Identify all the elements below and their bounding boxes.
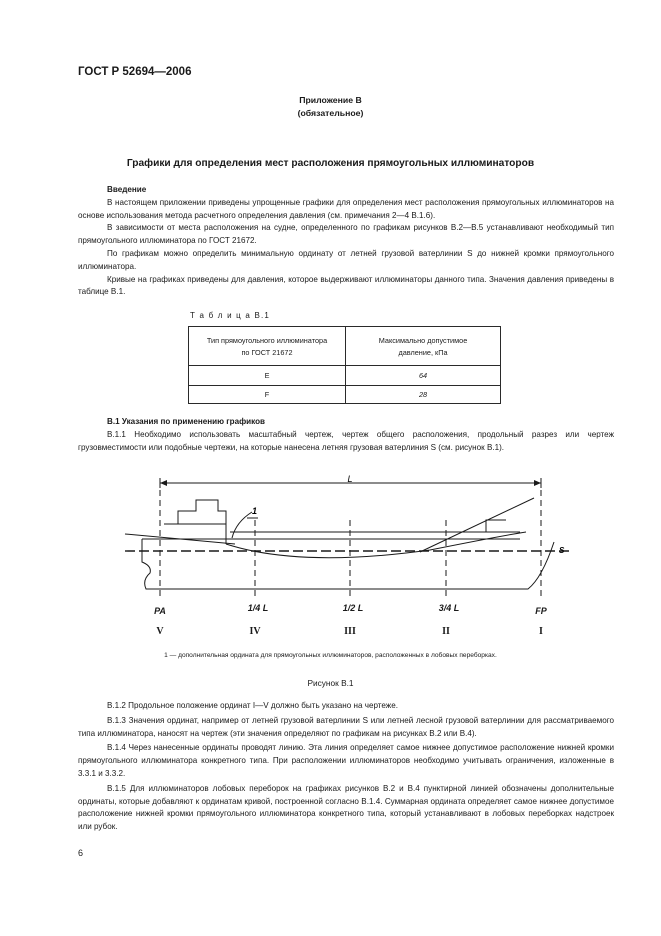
figure-caption: Рисунок В.1 xyxy=(307,678,354,688)
station-label-quarter: 1/4 L xyxy=(247,603,269,613)
appendix-title: Графики для определения мест расположения прямоугольных иллюминаторов xyxy=(126,158,535,169)
paragraph-b1-3: В.1.3 Значения ординат, например от летней грузовой ватерлинии S или летней лесной грузовой ватерлинии для рассматриваемого типа иллюминатора, наносят на чертеж (эти значения определяют по графикам на рисунках В.2 или В.4). xyxy=(78,715,614,738)
station-label-half: 1/2 L xyxy=(342,603,364,613)
ordinate-label-iii: III xyxy=(344,626,356,637)
cell-pressure: 64 xyxy=(346,366,501,386)
callout-leader xyxy=(232,512,252,538)
dimension-arrow-fore xyxy=(534,480,541,486)
station-label-three-quarter: 3/4 L xyxy=(438,603,460,613)
ordinate-label-ii: II xyxy=(442,626,450,637)
paragraph-b1-5: В.1.5 Для иллюминаторов лобовых переборок на графиках рисунков В.2 и В.4 пунктирной линией обозначены дополнительные ординаты, которые добавляют к ординатам кривой, построенной согласно В.1.4. Суммарная ордината определяет самое нижнее допустимое расположение нижней кромки прямоугольного иллюминатора конкретного типа, который устанавливают в лобовых переборках надстроек или рубок. xyxy=(78,783,614,832)
superstructure xyxy=(178,500,226,544)
ordinate-label-i: I xyxy=(539,626,543,637)
section-b1-continuation xyxy=(78,700,614,834)
cell-pressure: 28 xyxy=(346,386,501,404)
waterline-label: S xyxy=(559,546,565,555)
intro-paragraph-3: По графикам можно определить минимальную ординату от летней грузовой ватерлинии S до нижней кромки прямоугольного иллюминатора. xyxy=(78,248,614,271)
hull-outline xyxy=(142,539,554,589)
page-number: 6 xyxy=(78,848,84,858)
paragraph-b1-2: В.1.2 Продольное положение ординат I—V должно быть указано на чертеже. xyxy=(107,701,398,710)
ordinate-label-iv: IV xyxy=(249,626,261,637)
figure-legend: 1 — дополнительная ордината для прямоугольных иллюминаторов, расположенных в лобовых переборках. xyxy=(164,652,497,659)
table-row xyxy=(189,366,501,386)
intro-block xyxy=(78,184,614,299)
callout-number: 1 xyxy=(252,506,258,516)
header-pressure-line2: давление, кПа xyxy=(398,347,448,357)
header-type-line2: по ГОСТ 21672 xyxy=(241,347,293,357)
bow-line xyxy=(420,498,534,552)
dimension-arrow-aft xyxy=(160,480,167,486)
intro-paragraph-1: В настоящем приложении приведены упрощенные графики для определения мест расположения прямоугольных иллюминаторов на основе использования метода расчетного определения давления (см. примечания 2—4 В.1.6). xyxy=(78,197,614,220)
header-type-line1: Тип прямоугольного иллюминатора xyxy=(206,335,328,345)
table-caption: Т а б л и ц а В.1 xyxy=(190,311,271,320)
intro-paragraph-4: Кривые на графиках приведены для давления, которое выдерживают иллюминаторы данного типа. Значения давления приведены в таблице В.1. xyxy=(78,274,614,297)
forecastle xyxy=(486,520,506,532)
ordinate-label-v: V xyxy=(156,626,164,637)
intro-paragraph-2: В зависимости от места расположения на судне, определенного по графикам рисунков В.2—В.5 устанавливают необходимый тип прямоугольного иллюминатора по ГОСТ 21672. xyxy=(78,223,614,246)
table-header-pressure xyxy=(346,327,501,366)
section-b1-1-paragraph: В.1.1 Необходимо использовать масштабный чертеж, чертеж общего расположения, продольный разрез или чертеж грузовместимости или подобные чертежи, на которые нанесена летняя грузовая ватерлиния S (см. рисунок В.1). xyxy=(78,429,614,452)
table-header-row xyxy=(189,327,501,366)
cell-type: F xyxy=(189,386,346,404)
document-header: ГОСТ Р 52694—2006 xyxy=(78,66,192,78)
sheer-curve xyxy=(226,532,526,558)
paragraph-b1-4: В.1.4 Через нанесенные ординаты проводят линию. Эта линия определяет самое нижнее допустимое расположение нижней кромки прямоугольного иллюминатора конкретного типа. При расположении иллюминаторов необходимо учитывать ограничения, изложенные в 3.3.1 и 3.3.2. xyxy=(78,743,614,778)
section-b1-heading: В.1 Указания по применению графиков xyxy=(107,417,266,426)
station-label-pa: PA xyxy=(154,606,166,616)
table-header-type xyxy=(189,327,346,366)
appendix-label: Приложение В xyxy=(299,95,362,105)
intro-heading: Введение xyxy=(107,185,147,194)
section-b1-block xyxy=(78,416,614,454)
header-pressure-line1: Максимально допустимое xyxy=(378,335,468,345)
cell-type: E xyxy=(189,366,346,386)
appendix-status: (обязательное) xyxy=(297,108,364,118)
pressure-table xyxy=(188,326,501,404)
ship-profile-figure xyxy=(0,470,661,646)
station-label-fp: FP xyxy=(535,606,547,616)
table-row xyxy=(189,386,501,404)
length-label: L xyxy=(347,474,353,484)
